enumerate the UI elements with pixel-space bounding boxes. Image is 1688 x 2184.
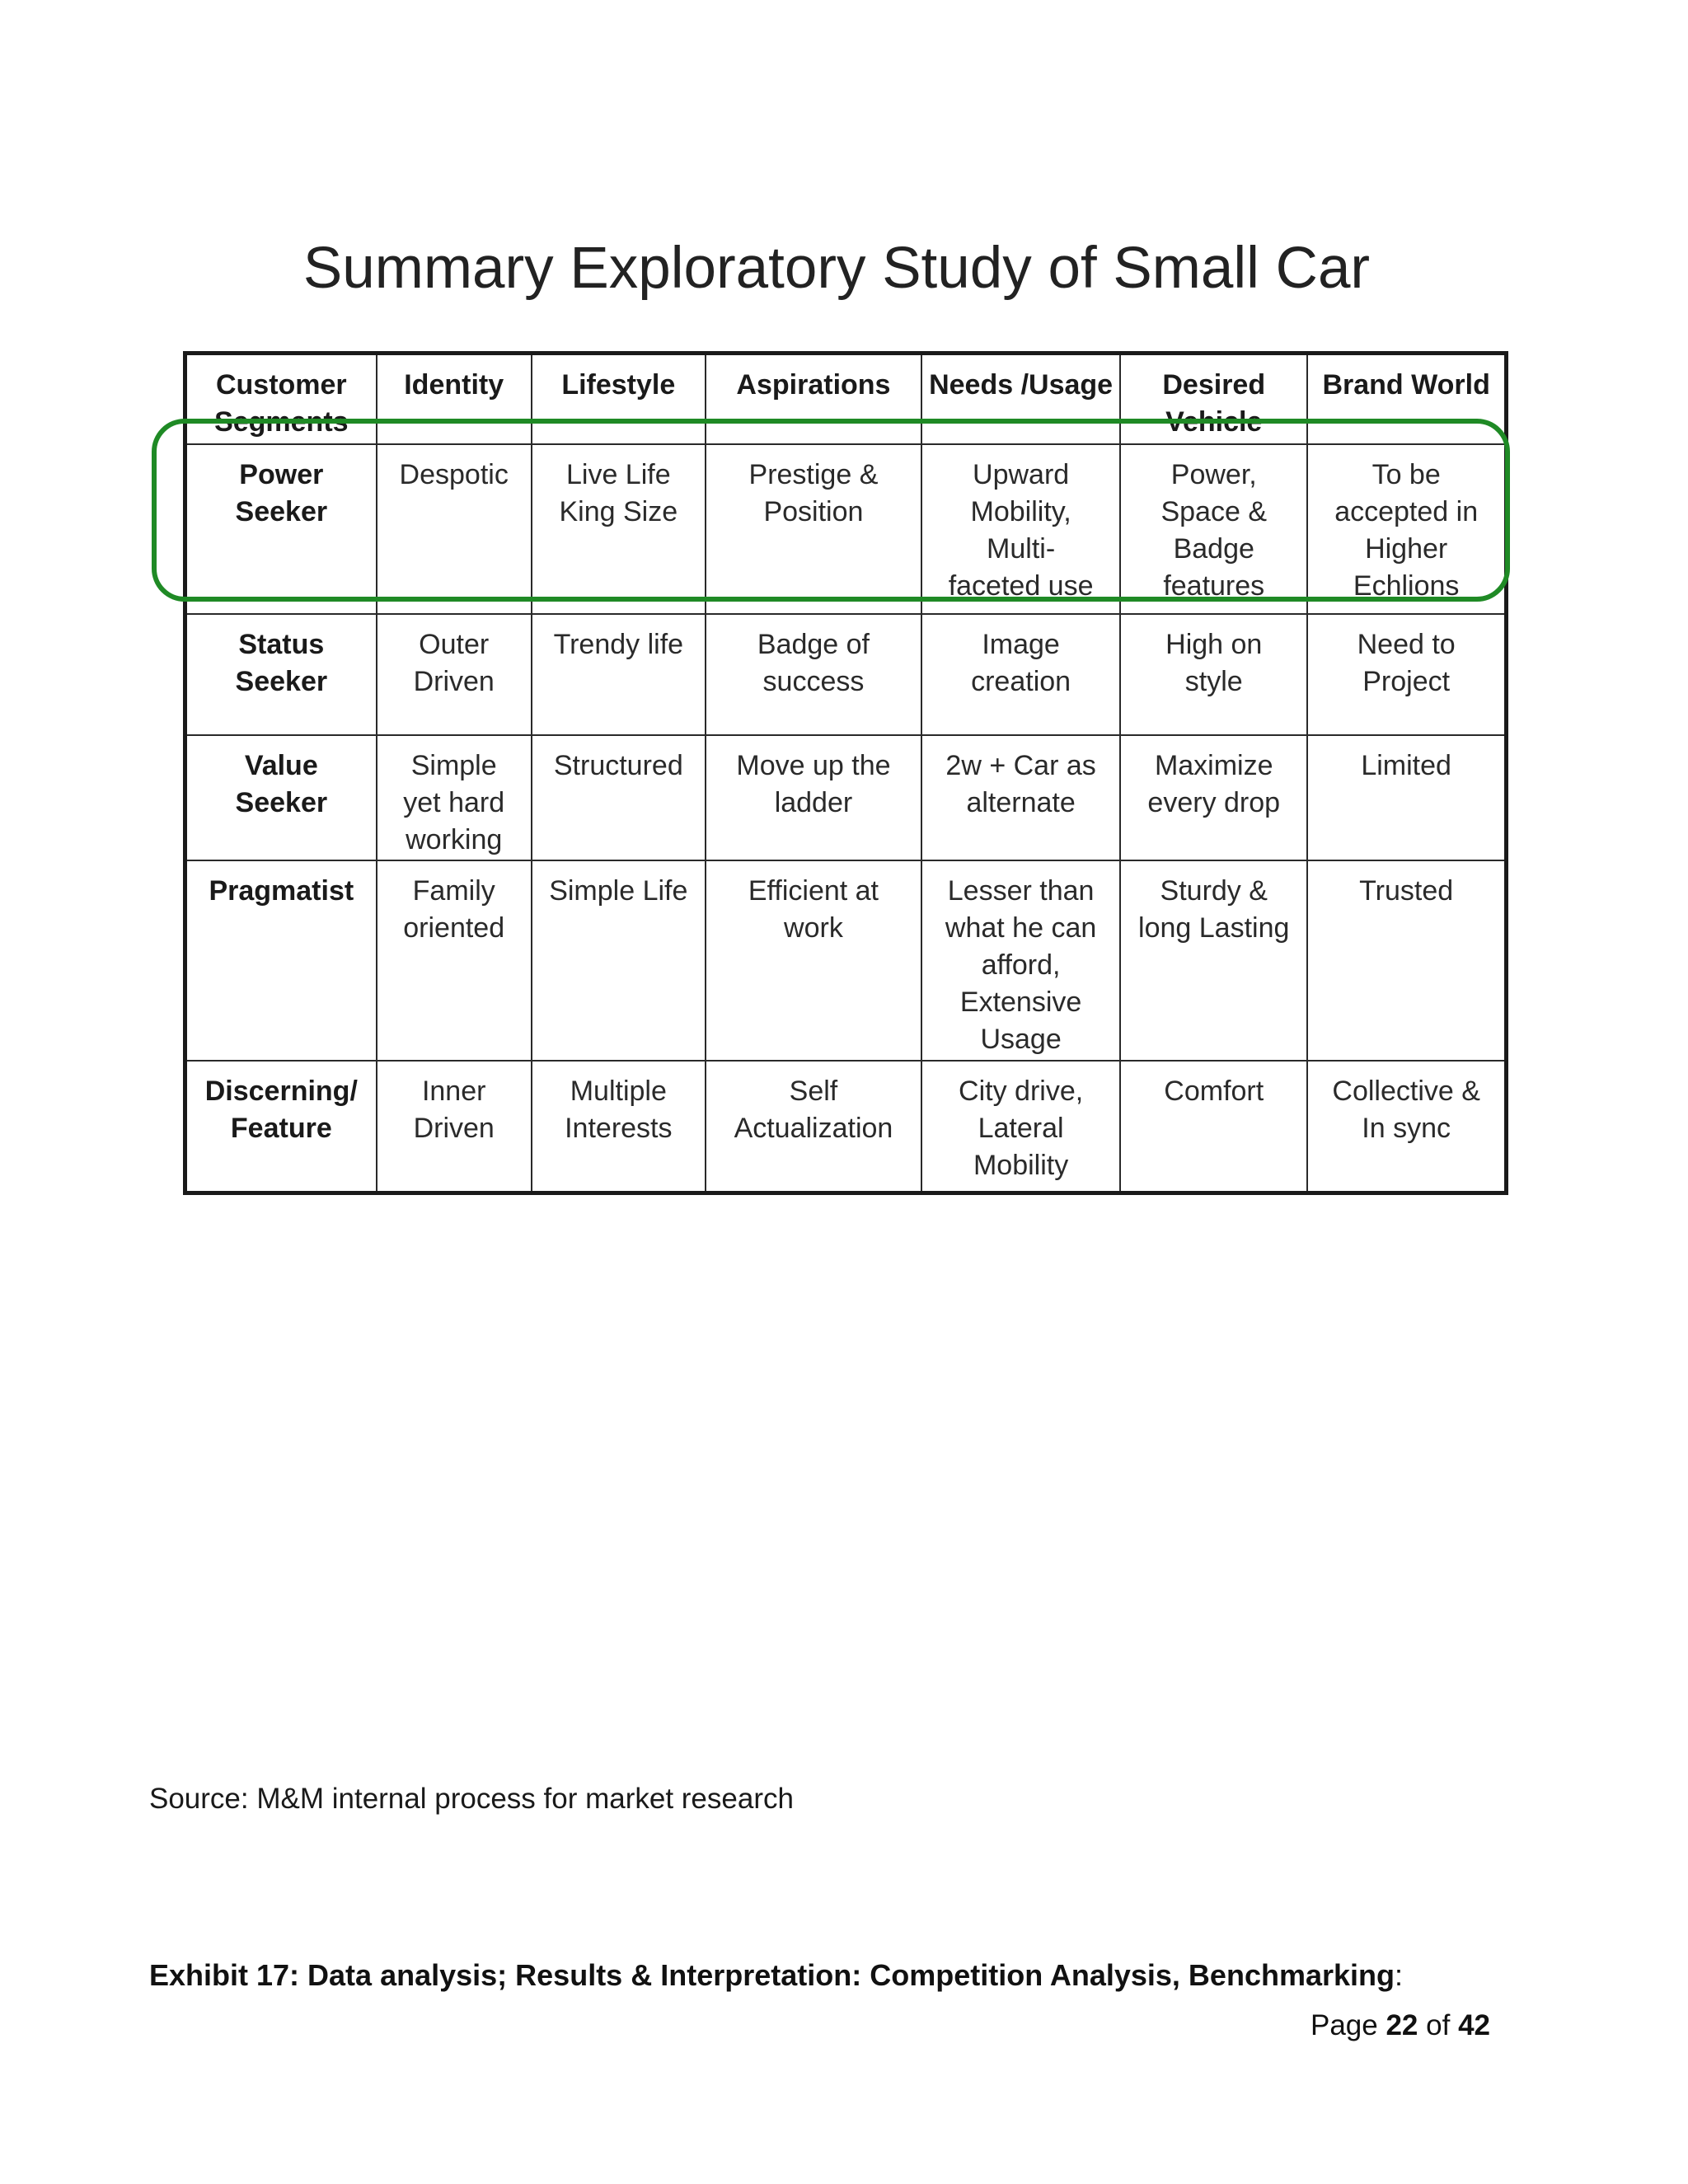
table-cell: 2w + Car as alternate	[921, 735, 1120, 860]
table-cell: Comfort	[1120, 1061, 1307, 1193]
exhibit-caption	[149, 1958, 1403, 1993]
table-row	[185, 614, 1507, 734]
header-aspirations: Aspirations	[706, 354, 921, 444]
table-cell: Lesser than what he can afford, Extensive Usage	[921, 860, 1120, 1061]
table-cell: Collective & In sync	[1307, 1061, 1506, 1193]
page-prefix: Page	[1310, 2009, 1378, 2041]
segment-cell: Power Seeker	[185, 444, 377, 615]
table-cell: Efficient at work	[706, 860, 921, 1061]
study-table-container	[183, 351, 1508, 1195]
table-cell: City drive, Lateral Mobility	[921, 1061, 1120, 1193]
table-cell: Simple yet hard working	[377, 735, 532, 860]
table-cell: Image creation	[921, 614, 1120, 734]
table-cell: Simple Life	[532, 860, 706, 1061]
source-note: Source: M&M internal process for market research	[149, 1783, 794, 1815]
table-cell: Move up the ladder	[706, 735, 921, 860]
table-cell: Upward Mobility, Multi- faceted use	[921, 444, 1120, 615]
segment-cell: Pragmatist	[185, 860, 377, 1061]
header-customer-segments: Customer Segments	[185, 354, 377, 444]
table-cell: Prestige & Position	[706, 444, 921, 615]
table-cell: Multiple Interests	[532, 1061, 706, 1193]
table-cell: Sturdy & long Lasting	[1120, 860, 1307, 1061]
table-row	[185, 444, 1507, 615]
table-row	[185, 735, 1507, 860]
page-of: of	[1426, 2009, 1451, 2041]
slide-title: Summary Exploratory Study of Small Car	[302, 236, 1371, 301]
table-cell: Family oriented	[377, 860, 532, 1061]
table-cell: Despotic	[377, 444, 532, 615]
table-cell: Maximize every drop	[1120, 735, 1307, 860]
table-cell: Inner Driven	[377, 1061, 532, 1193]
exhibit-caption-text: Exhibit 17: Data analysis; Results & Interpretation: Competition Analysis, Benchmarking	[149, 1958, 1395, 1992]
table-cell: Trendy life	[532, 614, 706, 734]
page-total: 42	[1458, 2009, 1490, 2041]
table-cell: Outer Driven	[377, 614, 532, 734]
table-cell: Trusted	[1307, 860, 1506, 1061]
table-cell: Badge of success	[706, 614, 921, 734]
segment-cell: Status Seeker	[185, 614, 377, 734]
table-cell: Power, Space & Badge features	[1120, 444, 1307, 615]
table-cell: To be accepted in Higher Echlions	[1307, 444, 1506, 615]
header-desired-vehicle: Desired Vehicle	[1120, 354, 1307, 444]
table-cell: High on style	[1120, 614, 1307, 734]
segment-cell: Discerning/ Feature	[185, 1061, 377, 1193]
study-table	[183, 351, 1508, 1195]
segment-cell: Value Seeker	[185, 735, 377, 860]
header-identity: Identity	[377, 354, 532, 444]
header-needs-usage: Needs /Usage	[921, 354, 1120, 444]
table-cell: Structured	[532, 735, 706, 860]
table-cell: Need to Project	[1307, 614, 1506, 734]
table-cell: Live Life King Size	[532, 444, 706, 615]
page-current: 22	[1386, 2009, 1418, 2041]
page-number	[1311, 2009, 1490, 2042]
table-row	[185, 860, 1507, 1061]
exhibit-caption-colon: :	[1395, 1958, 1404, 1992]
table-cell: Self Actualization	[706, 1061, 921, 1193]
table-row	[185, 1061, 1507, 1193]
header-brand-world: Brand World	[1307, 354, 1506, 444]
header-lifestyle: Lifestyle	[532, 354, 706, 444]
table-header-row	[185, 354, 1507, 444]
table-cell: Limited	[1307, 735, 1506, 860]
